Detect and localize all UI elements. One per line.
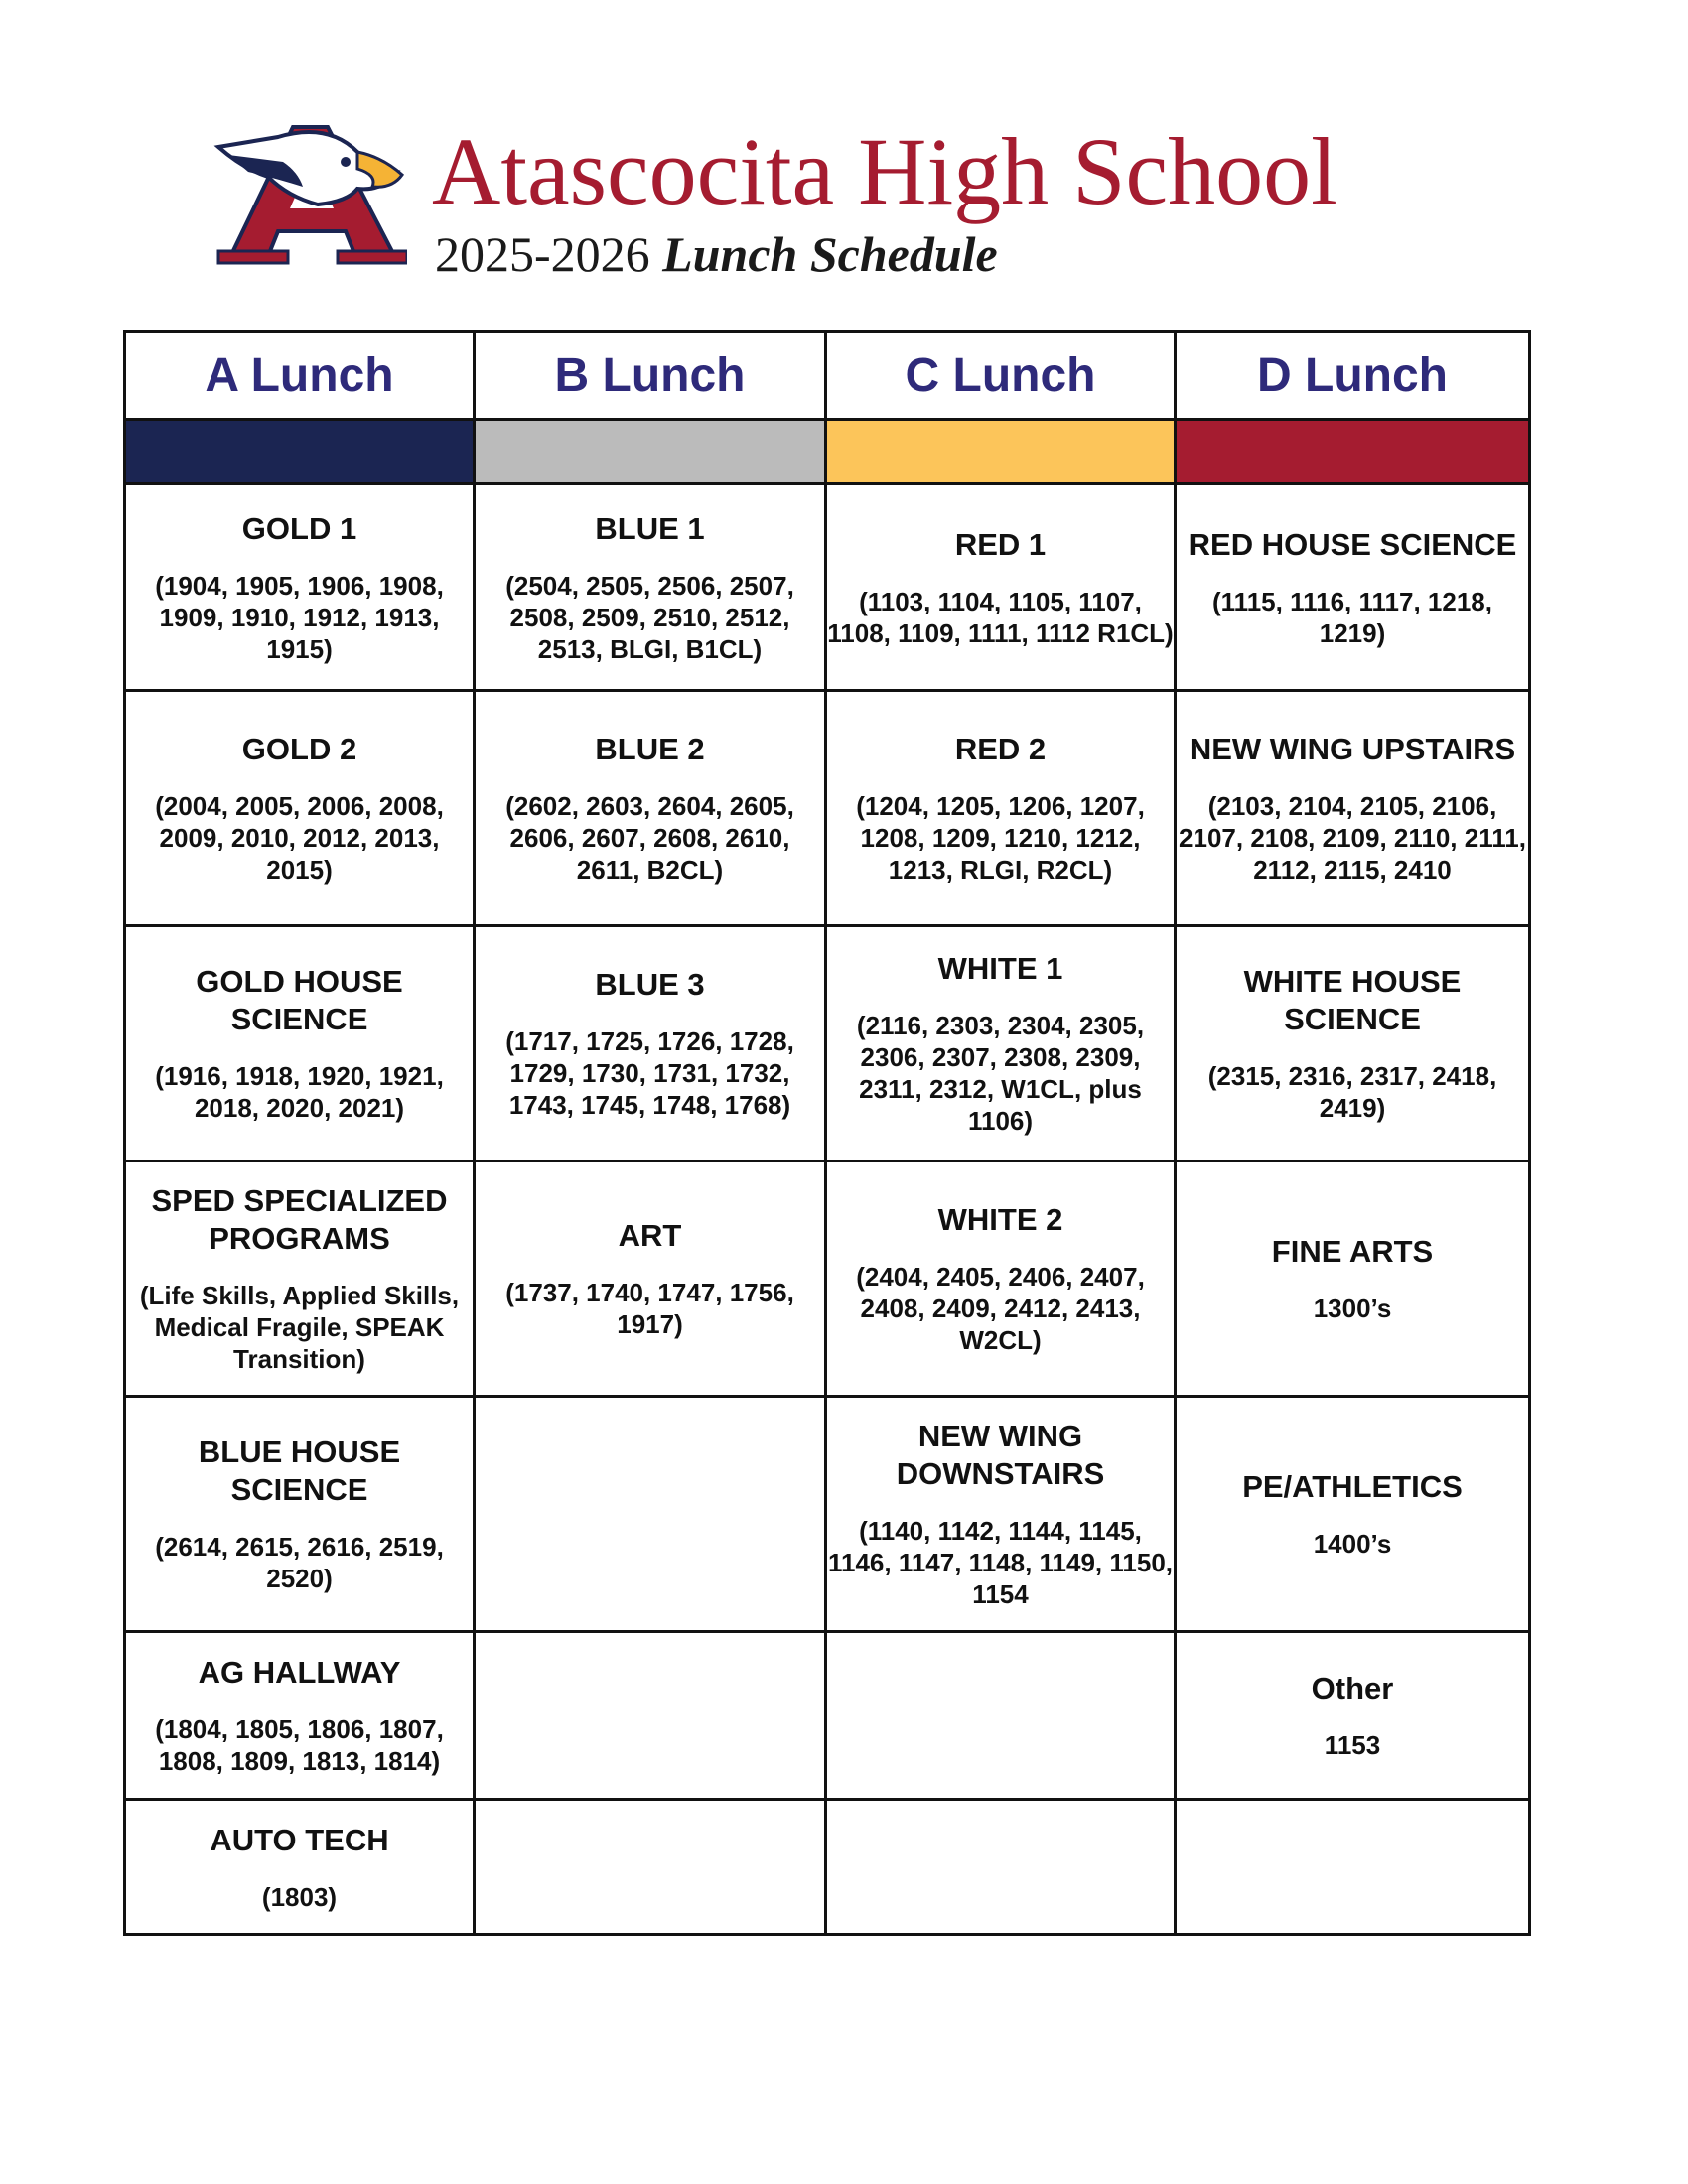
b-lunch-location-cell xyxy=(475,484,826,691)
d-lunch-location-cell xyxy=(1176,691,1530,926)
location-rooms: (1916, 1918, 1920, 1921, 2018, 2020, 2021) xyxy=(155,1061,444,1123)
location-title: BLUE HOUSE SCIENCE xyxy=(198,1434,401,1507)
c-lunch-location-cell xyxy=(826,1632,1176,1800)
location-rooms: (2404, 2405, 2406, 2407, 2408, 2409, 2412, 2413, W2CL) xyxy=(856,1262,1145,1355)
location-rooms: (2116, 2303, 2304, 2305, 2306, 2307, 2308, 2309, 2311, 2312, W1CL, plus 1106) xyxy=(856,1011,1145,1136)
eagle-a-logo-icon xyxy=(209,117,407,266)
lunch-schedule-table xyxy=(123,330,1531,1936)
a-lunch-location-cell xyxy=(125,1397,475,1632)
c-lunch-location-cell xyxy=(826,691,1176,926)
document-header xyxy=(209,117,1400,286)
location-title: PE/ATHLETICS xyxy=(1242,1469,1463,1504)
location-rooms: 1400’s xyxy=(1313,1529,1392,1559)
location-rooms: 1153 xyxy=(1324,1730,1381,1760)
location-rooms: (1717, 1725, 1726, 1728, 1729, 1730, 1731, 1732, 1743, 1745, 1748, 1768) xyxy=(505,1026,794,1120)
b-lunch-location-cell xyxy=(475,1397,826,1632)
location-title: AUTO TECH xyxy=(210,1822,389,1857)
location-title: WHITE 1 xyxy=(937,951,1063,986)
c-lunch-location-cell xyxy=(826,1161,1176,1397)
location-title: GOLD HOUSE SCIENCE xyxy=(196,964,403,1036)
a-lunch-location-cell xyxy=(125,1161,475,1397)
location-rooms: (1204, 1205, 1206, 1207, 1208, 1209, 1210, 1212, 1213, RLGI, R2CL) xyxy=(856,791,1145,885)
location-title: WHITE 2 xyxy=(937,1202,1063,1237)
location-title: Other xyxy=(1311,1671,1394,1706)
table-row xyxy=(125,1632,1530,1800)
table-row xyxy=(125,484,1530,691)
location-rooms: (2004, 2005, 2006, 2008, 2009, 2010, 2012, 2013, 2015) xyxy=(155,791,444,885)
color-swatch-row xyxy=(125,420,1530,484)
location-rooms: (2504, 2505, 2506, 2507, 2508, 2509, 2510, 2512, 2513, BLGI, B1CL) xyxy=(505,570,794,664)
location-rooms: (2614, 2615, 2616, 2519, 2520) xyxy=(155,1532,444,1593)
location-title: BLUE 1 xyxy=(595,510,705,546)
location-rooms: 1300’s xyxy=(1313,1294,1392,1323)
d-lunch-color-swatch xyxy=(1176,420,1530,484)
location-rooms: (1804, 1805, 1806, 1807, 1808, 1809, 1813, 1814) xyxy=(155,1714,444,1776)
table-row xyxy=(125,691,1530,926)
location-rooms: (1115, 1116, 1117, 1218, 1219) xyxy=(1212,586,1492,648)
location-title: SPED SPECIALIZED PROGRAMS xyxy=(151,1183,448,1256)
c-lunch-location-cell xyxy=(826,1397,1176,1632)
d-lunch-location-cell xyxy=(1176,1161,1530,1397)
c-lunch-location-cell xyxy=(826,1800,1176,1935)
b-lunch-heading: B Lunch xyxy=(475,332,826,420)
c-lunch-heading: C Lunch xyxy=(826,332,1176,420)
a-lunch-location-cell xyxy=(125,1632,475,1800)
location-title: NEW WING UPSTAIRS xyxy=(1189,732,1516,766)
b-lunch-location-cell xyxy=(475,691,826,926)
location-title: ART xyxy=(618,1218,682,1253)
b-lunch-color-swatch xyxy=(475,420,826,484)
table-row xyxy=(125,1800,1530,1935)
table-row xyxy=(125,1397,1530,1632)
location-rooms: (1103, 1104, 1105, 1107, 1108, 1109, 1111, 1112 R1CL) xyxy=(827,586,1174,648)
location-title: RED 1 xyxy=(954,526,1047,562)
table-row xyxy=(125,1161,1530,1397)
schedule-subtitle xyxy=(435,224,998,284)
location-title: AG HALLWAY xyxy=(198,1655,401,1690)
location-title: GOLD 2 xyxy=(241,732,357,766)
c-lunch-location-cell xyxy=(826,926,1176,1161)
a-lunch-location-cell xyxy=(125,484,475,691)
d-lunch-location-cell xyxy=(1176,926,1530,1161)
location-title: BLUE 3 xyxy=(595,967,705,1002)
location-title: NEW WING DOWNSTAIRS xyxy=(896,1419,1105,1491)
a-lunch-color-swatch xyxy=(125,420,475,484)
a-lunch-location-cell xyxy=(125,691,475,926)
b-lunch-location-cell xyxy=(475,1161,826,1397)
location-title: WHITE HOUSE SCIENCE xyxy=(1243,964,1462,1036)
d-lunch-location-cell xyxy=(1176,484,1530,691)
a-lunch-location-cell xyxy=(125,926,475,1161)
a-lunch-heading: A Lunch xyxy=(125,332,475,420)
subtitle-years: 2025-2026 xyxy=(435,226,650,282)
d-lunch-heading: D Lunch xyxy=(1176,332,1530,420)
school-name: Atascocita High School xyxy=(432,118,1337,224)
c-lunch-location-cell xyxy=(826,484,1176,691)
d-lunch-location-cell xyxy=(1176,1397,1530,1632)
location-title: FINE ARTS xyxy=(1271,1234,1434,1269)
b-lunch-location-cell xyxy=(475,1800,826,1935)
table-row xyxy=(125,926,1530,1161)
location-rooms: (2315, 2316, 2317, 2418, 2419) xyxy=(1207,1061,1497,1123)
location-rooms: (1737, 1740, 1747, 1756, 1917) xyxy=(505,1278,794,1339)
b-lunch-location-cell xyxy=(475,926,826,1161)
a-lunch-location-cell xyxy=(125,1800,475,1935)
location-title: GOLD 1 xyxy=(241,510,357,546)
location-title: BLUE 2 xyxy=(595,732,705,766)
subtitle-text: Lunch Schedule xyxy=(662,226,998,282)
location-title: RED HOUSE SCIENCE xyxy=(1188,526,1517,562)
location-title: RED 2 xyxy=(954,732,1047,766)
d-lunch-location-cell xyxy=(1176,1632,1530,1800)
location-rooms: (1803) xyxy=(261,1881,338,1912)
location-rooms: (2103, 2104, 2105, 2106, 2107, 2108, 2109, 2110, 2111, 2112, 2115, 2410 xyxy=(1179,791,1526,885)
b-lunch-location-cell xyxy=(475,1632,826,1800)
location-rooms: (2602, 2603, 2604, 2605, 2606, 2607, 2608, 2610, 2611, B2CL) xyxy=(505,791,794,885)
table-header-row xyxy=(125,332,1530,420)
location-rooms: (1904, 1905, 1906, 1908, 1909, 1910, 1912, 1913, 1915) xyxy=(155,570,444,664)
location-rooms: (Life Skills, Applied Skills, Medical Fragile, SPEAK Transition) xyxy=(139,1281,460,1374)
c-lunch-color-swatch xyxy=(826,420,1176,484)
d-lunch-location-cell xyxy=(1176,1800,1530,1935)
location-rooms: (1140, 1142, 1144, 1145, 1146, 1147, 1148, 1149, 1150, 1154 xyxy=(827,1516,1174,1609)
